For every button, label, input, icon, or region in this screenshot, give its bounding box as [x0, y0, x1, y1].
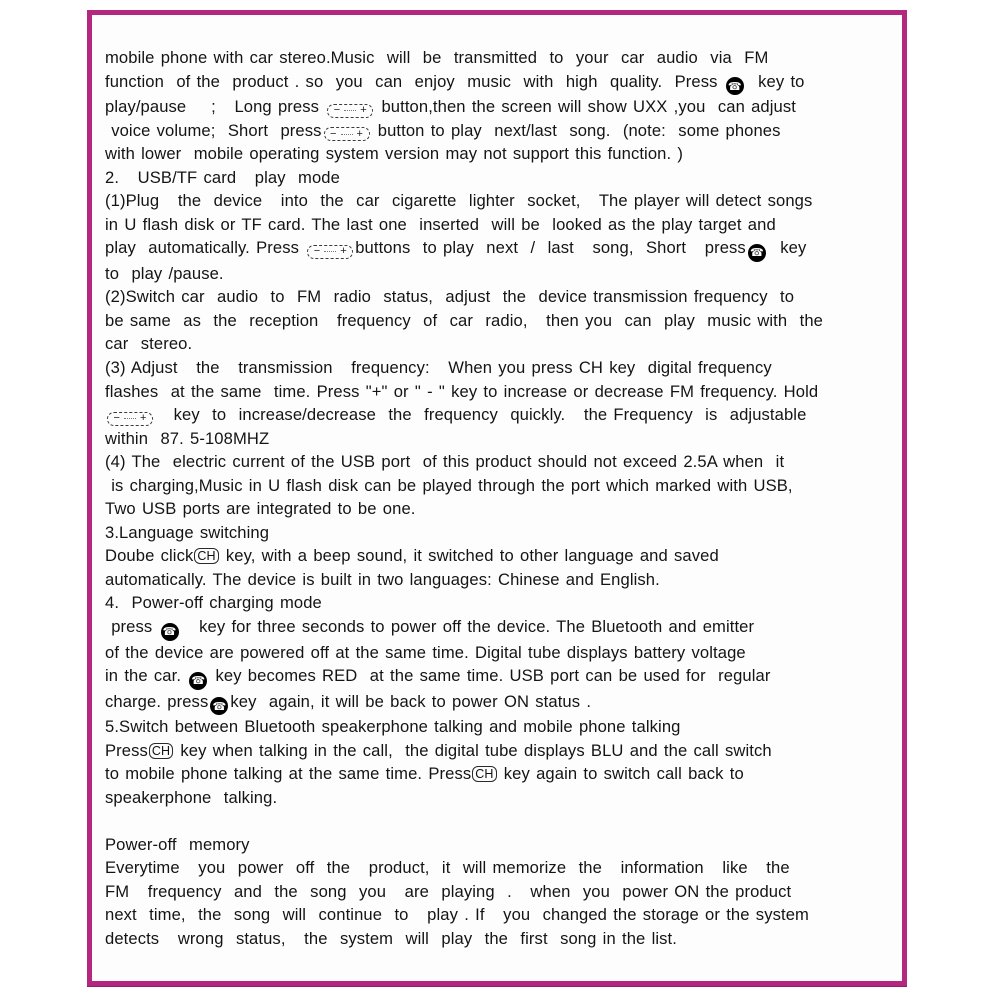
- text-run: 5.Switch between Bluetooth speakerphone talking and mobile phone talking: [105, 717, 681, 737]
- text-run: Everytime you power off the product, it will memorize the information like the: [105, 858, 790, 878]
- text-line: [105, 641, 892, 665]
- text-run: to mobile phone talking at the same time. Press: [105, 764, 472, 784]
- minus-sign: −: [313, 245, 321, 258]
- text-run: car stereo.: [105, 334, 193, 354]
- text-run: be same as the reception frequency of car radio, then you can play music with the: [105, 310, 824, 330]
- text-run: key for three seconds to power off the device. The Bluetooth and emitter: [180, 617, 755, 637]
- text-run: Doube click: [105, 546, 194, 566]
- text-line: [105, 474, 892, 498]
- minus-plus-button-icon: [107, 412, 153, 426]
- text-line: [105, 70, 892, 96]
- text-run: 2. USB/TF card play mode: [105, 167, 340, 187]
- text-line: [105, 189, 892, 213]
- text-run: key when talking in the call, the digital tube displays BLU and the call switch: [174, 740, 772, 760]
- manual-text: [105, 46, 892, 951]
- text-line: [105, 142, 892, 166]
- plus-sign: +: [356, 127, 364, 140]
- text-line: [105, 403, 892, 427]
- dash-divider: [344, 110, 356, 111]
- minus-plus-button-icon: [327, 104, 373, 118]
- text-run: 3.Language switching: [105, 522, 270, 542]
- dash-divider: [324, 251, 336, 252]
- text-line: [105, 309, 892, 333]
- text-line: [105, 380, 892, 404]
- text-run: voice volume; Short press: [105, 120, 322, 140]
- phone-key-icon: ☎: [748, 244, 766, 262]
- text-run: (3) Adjust the transmission frequency: When you press CH key digital frequency: [105, 358, 772, 378]
- text-run: key to increase/decrease the frequency quickly. the Frequency is adjustable: [155, 405, 807, 425]
- text-line: [105, 568, 892, 592]
- text-line: [105, 427, 892, 451]
- text-run: in U flash disk or TF card. The last one inserted will be looked as the play target and: [105, 214, 776, 234]
- text-run: key again to switch call back to: [497, 764, 744, 784]
- text-run: play/pause ; Long press: [105, 97, 326, 117]
- text-line: [105, 262, 892, 286]
- text-run: charge. press: [105, 691, 209, 711]
- text-run: is charging,Music in U flash disk can be played through the port which marked with USB,: [105, 475, 793, 495]
- ch-key-icon: CH: [149, 743, 173, 759]
- ch-key-icon: CH: [472, 766, 496, 782]
- text-line: [105, 544, 892, 568]
- text-run: key: [767, 238, 807, 258]
- text-line: [105, 762, 892, 786]
- text-run: to play /pause.: [105, 263, 224, 283]
- text-line: [105, 690, 892, 716]
- phone-key-icon: ☎: [210, 697, 228, 715]
- text-run: flashes at the same time. Press "+" or " - " key to increase or decrease FM frequency. Hold: [105, 381, 819, 401]
- plus-sign: +: [360, 104, 367, 117]
- dash-divider: [341, 134, 353, 135]
- text-run: next time, the song will continue to play . If you changed the storage or the system: [105, 905, 809, 925]
- text-run: (4) The electric current of the USB port of this product should not exceed 2.5A when it: [105, 452, 785, 472]
- text-run: key to: [745, 71, 805, 91]
- text-line: [105, 927, 892, 951]
- text-line: [105, 591, 892, 615]
- text-run: automatically. The device is built in two languages: Chinese and English.: [105, 569, 660, 589]
- text-line: [105, 809, 892, 833]
- text-run: key again, it will be back to power ON status .: [230, 691, 592, 711]
- text-line: [105, 285, 892, 309]
- text-run: of the device are powered off at the same time. Digital tube displays battery voltage: [105, 642, 746, 662]
- text-run: press: [105, 617, 159, 637]
- minus-sign: −: [333, 104, 341, 117]
- phone-key-icon: ☎: [726, 77, 744, 95]
- text-run: key becomes RED at the same time. USB port can be used for regular: [209, 666, 771, 686]
- text-line: [105, 664, 892, 690]
- text-run: key, with a beep sound, it switched to other language and saved: [219, 546, 719, 566]
- text-line: [105, 119, 892, 143]
- text-line: [105, 903, 892, 927]
- text-line: [105, 715, 892, 739]
- dash-divider: [124, 418, 136, 419]
- text-run: 4. Power-off charging mode: [105, 593, 322, 613]
- minus-plus-button-icon: [324, 127, 370, 141]
- text-line: [105, 332, 892, 356]
- text-run: mobile phone with car stereo.Music will be transmitted to your car audio via FM: [105, 48, 769, 67]
- text-run: (2)Switch car audio to FM radio status, adjust the device transmission frequency to: [105, 287, 795, 307]
- text-line: [105, 450, 892, 474]
- text-run: button to play next/last song. (note: some phones: [371, 120, 781, 140]
- text-run: button,then the screen will show UXX ,you can adjust: [375, 97, 796, 117]
- text-run: FM frequency and the song you are playing . when you power ON the product: [105, 881, 792, 901]
- text-run: detects wrong status, the system will play the first song in the list.: [105, 929, 677, 948]
- text-line: [105, 95, 892, 119]
- text-run: play automatically. Press: [105, 238, 306, 258]
- manual-sheet: [87, 10, 907, 986]
- minus-sign: −: [113, 412, 120, 425]
- text-line: [105, 880, 892, 904]
- text-line: [105, 46, 892, 70]
- text-line: [105, 356, 892, 380]
- text-run: buttons to play next / last song, Short press: [355, 238, 746, 258]
- text-line: [105, 786, 892, 810]
- plus-sign: +: [140, 412, 147, 425]
- phone-key-icon: ☎: [161, 623, 179, 641]
- text-run: (1)Plug the device into the car cigarette lighter socket, The player will detect songs: [105, 191, 813, 211]
- text-line: [105, 739, 892, 763]
- plus-sign: +: [340, 245, 347, 258]
- text-line: [105, 856, 892, 880]
- text-run: speakerphone talking.: [105, 787, 278, 807]
- text-line: [105, 521, 892, 545]
- text-run: function of the product . so you can enjoy music with high quality. Press: [105, 71, 724, 91]
- text-line: [105, 236, 892, 262]
- text-line: [105, 833, 892, 857]
- minus-sign: −: [330, 127, 337, 140]
- text-run: Power-off memory: [105, 834, 250, 854]
- ch-key-icon: CH: [194, 548, 218, 564]
- text-line: [105, 166, 892, 190]
- text-run: with lower mobile operating system version may not support this function. ): [105, 144, 684, 164]
- minus-plus-button-icon: [307, 245, 353, 259]
- phone-key-icon: ☎: [189, 672, 207, 690]
- text-run: in the car.: [105, 666, 188, 686]
- text-line: [105, 213, 892, 237]
- text-run: Press: [105, 740, 148, 760]
- text-run: Two USB ports are integrated to be one.: [105, 499, 416, 519]
- text-line: [105, 497, 892, 521]
- text-line: [105, 615, 892, 641]
- text-run: within 87. 5-108MHZ: [105, 428, 270, 448]
